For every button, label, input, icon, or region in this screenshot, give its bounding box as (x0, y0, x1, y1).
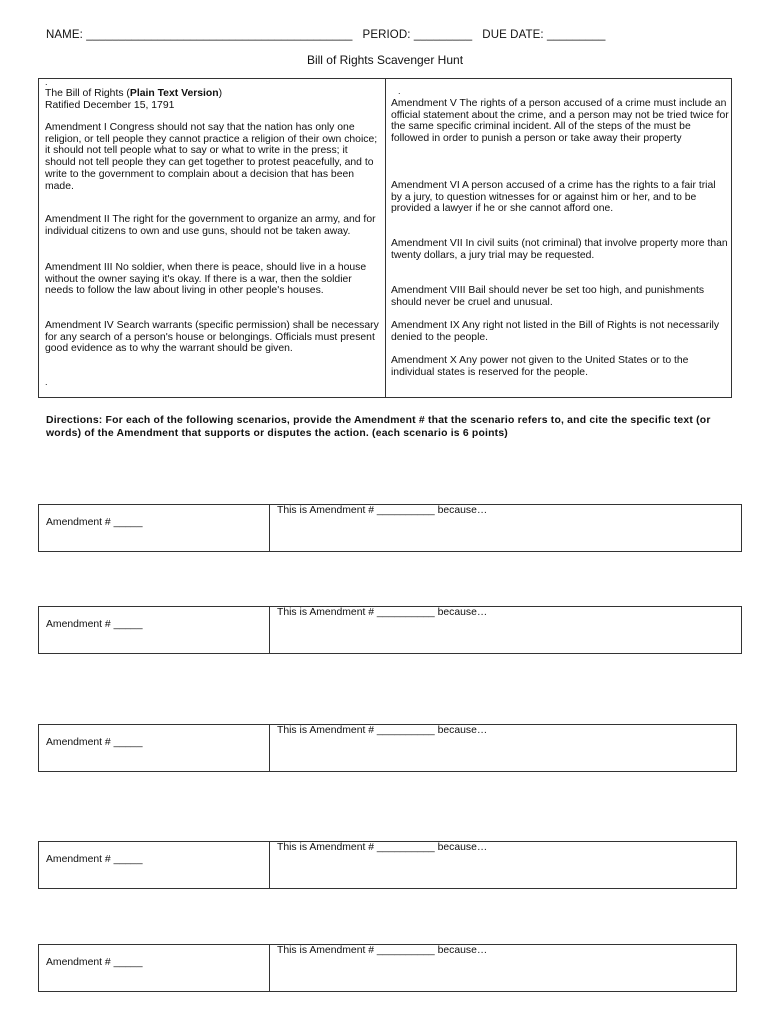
stray-dot: . (45, 377, 48, 387)
amendment-number-blank[interactable]: Amendment # _____ (46, 854, 143, 865)
amendment-7-text: Amendment VII In civil suits (not criminal) that involve property more than twenty dollars, a jury trial may be requested. (391, 238, 728, 261)
scenario-box-3 (38, 724, 737, 772)
amendment-8-text: Amendment VIII Bail should never be set too high, and punishments should never be cruel and unusual. (391, 285, 705, 308)
page-title: Bill of Rights Scavenger Hunt (306, 53, 464, 67)
amendment-1-text: Amendment I Congress should not say that the nation has only one religion, or tell people they cannot practice a religion of their own choice; it should not tell people what to say or what to write in the press; it should not tell people they can get together to protest peacefully, and to write to the government to complain about a decision that has been made. (45, 122, 378, 192)
amendment-number-blank[interactable]: Amendment # _____ (46, 619, 143, 630)
amendment-number-cell (39, 945, 270, 991)
name-field-label[interactable]: NAME: _________________________________________ (46, 29, 353, 41)
because-answer-field[interactable]: This is Amendment # __________ because… (277, 505, 488, 516)
amendment-2-text: Amendment II The right for the government to organize an army, and for individual citizens to own and use guns, should not be taken away. (45, 214, 376, 237)
because-answer-field[interactable]: This is Amendment # __________ because… (277, 945, 488, 956)
amendment-9-text: Amendment IX Any right not listed in the Bill of Rights is not necessarily denied to the people. (391, 320, 720, 343)
amendment-number-blank[interactable]: Amendment # _____ (46, 737, 143, 748)
because-answer-field[interactable]: This is Amendment # __________ because… (277, 607, 488, 618)
amendment-6-text: Amendment VI A person accused of a crime has the rights to a fair trial by a jury, to question witnesses for or against him or her, and to be provided a lawyer if he or she cannot afford one. (391, 180, 716, 215)
stray-dot: . (398, 86, 401, 96)
because-answer-field[interactable]: This is Amendment # __________ because… (277, 842, 488, 853)
amendment-number-cell (39, 607, 270, 653)
amendment-number-cell (39, 725, 270, 771)
ratified-date: Ratified December 15, 1791 (45, 99, 175, 111)
amendment-4-text: Amendment IV Search warrants (specific permission) shall be necessary for any search of a person's house or belongings. Officials must present good evidence as to why the warrant should be given. (45, 320, 379, 355)
amendment-number-cell (39, 842, 270, 888)
due-date-field-label[interactable]: DUE DATE: _________ (482, 29, 606, 41)
amendment-number-cell (39, 505, 270, 551)
directions-text: Directions: For each of the following scenarios, provide the Amendment # that the scenario refers to, and cite the specific text (or words) of the Amendment that supports or disputes the action. (each scenario is 6 points) (46, 415, 711, 439)
amendment-3-text: Amendment III No soldier, when there is peace, should live in a house without the owner saying it's okay. If there is a war, then the soldier needs to follow the law about living in other people's houses. (45, 262, 367, 297)
bill-heading: The Bill of Rights (Plain Text Version) Ratified December 15, 1791 (45, 88, 381, 111)
scenario-box-4 (38, 841, 737, 889)
scenario-box-2 (38, 606, 742, 654)
scenario-box-5 (38, 944, 737, 992)
bill-of-rights-table (38, 78, 732, 398)
amendment-number-blank[interactable]: Amendment # _____ (46, 517, 143, 528)
student-info-header (46, 29, 615, 41)
amendment-10-text: Amendment X Any power not given to the United States or to the individual states is reserved for the people. (391, 355, 689, 378)
scenario-box-1 (38, 504, 742, 552)
period-field-label[interactable]: PERIOD: _________ (362, 29, 473, 41)
column-divider (385, 79, 386, 397)
amendment-5-text: Amendment V The rights of a person accused of a crime must include an official statement about the crime, and a person may not be tried twice for the same specific criminal incident. All of the steps of the must be followed in order to punish a person or take away their property (391, 98, 729, 145)
amendment-number-blank[interactable]: Amendment # _____ (46, 957, 143, 968)
stray-dot: . (45, 77, 48, 87)
because-answer-field[interactable]: This is Amendment # __________ because… (277, 725, 488, 736)
